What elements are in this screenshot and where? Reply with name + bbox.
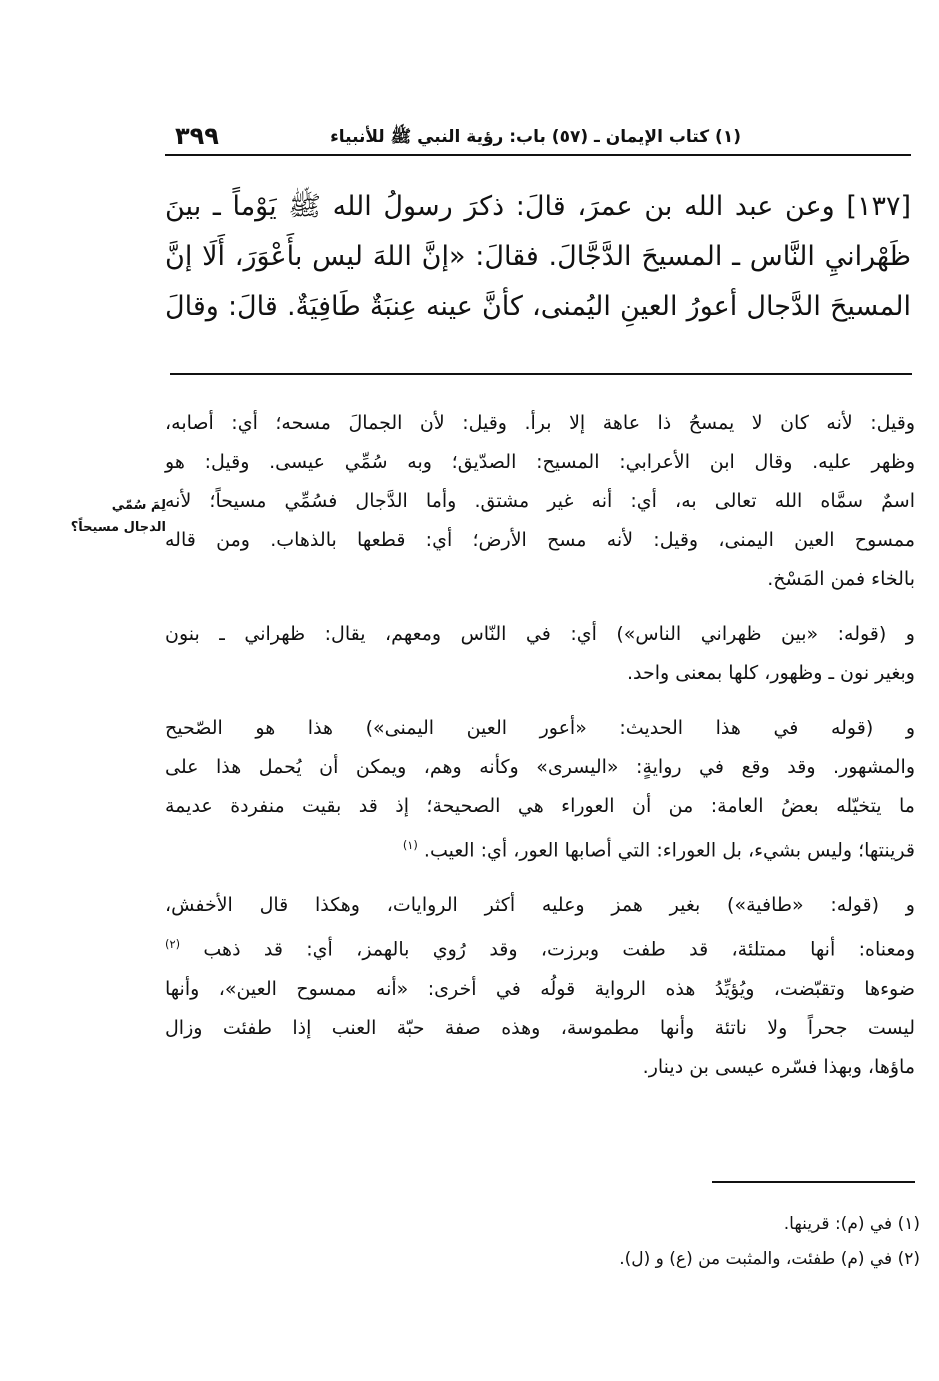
commentary-line: و (قوله في هذا الحديث: «أعور العين اليمنى») هذا هو الصّحيح [165,717,915,739]
margin-note [18,495,166,539]
commentary-line: ممسوح العين اليمنى، وقيل: لأنه مسح الأرض؛ أي: قطعها بالذهاب. ومن قاله [165,529,915,551]
commentary-paragraph [165,615,915,693]
commentary-line: ما يتخيّله بعضُ العامة: من أن العوراء هي الصحيحة؛ إذ قد بقيت منفردة عديمة [165,795,915,817]
footnote-ref[interactable]: (٢) [165,937,181,952]
commentary-line: وبغير نون ـ وظهور، كلها بمعنى واحد. [627,662,915,684]
commentary-line: ضوءها وتقبّضت، ويُؤيِّدُ هذه الرواية قولُه في أخرى: «أنه ممسوح العين»، وأنها [165,977,915,1000]
footnotes [300,1207,920,1277]
commentary-line [165,826,915,870]
commentary-line: اسمٌ سمَّاه الله تعالى به، أي: أنه غير مشتق. وأما الدَّجال فسُمِّي مسيحاً؛ لأنه [165,490,915,512]
commentary-line: و (قوله: «بين ظهراني الناس») أي: في النّاس ومعهم، يقال: ظهراني ـ بنون [165,623,915,645]
commentary-line-text: قرينتها؛ وليس بشيء، بل العوراء: التي أصابها العور، أي: العيب. [423,839,915,862]
hadith-line: المسيحَ الدَّجال أعورُ العينِ اليُمنى، كأنَّ عينه عِنبَةٌ طَافِيَةٌ. قالَ: وقالَ [165,291,911,322]
commentary-line: و (قوله: «طافية») بغير همز وعليه أكثر الروايات، وهكذا قال الأخفش، [165,894,915,917]
text-divider [170,373,912,375]
page-header [165,118,911,156]
commentary-line: ليست جحراً ولا ناتئة وأنها مطموسة، وهذه صفة حبّة العنب إذا طفئت وزال [165,1016,915,1039]
commentary-line: بالخاء فمن المَسْخ. [767,568,915,590]
hadith-line: ظَهْرانيِ النَّاس ـ المسيحَ الدَّجَّالَ. فقالَ: «إنَّ اللهَ ليس بأَعْوَرَ، أَلَا إنَّ [165,241,911,272]
hadith-text [165,182,911,332]
commentary-paragraph [165,404,915,599]
page-number: ٣٩٩ [175,122,219,150]
commentary-line: وقيل: لأنه كان لا يمسحُ ذا عاهة إلا برأ. وقيل: لأن الجمالَ مسحه؛ أي: أصابه، [165,412,915,434]
commentary-line-text: ومعناه: أنها ممتلئة، قد طفت وبرزت، وقد رُوي بالهمز، أي: قد ذهب [203,938,915,961]
commentary-line: والمشهور. وقد وقع في روايةٍ: «اليسرى» وكأنه وهم، ويمكن أن يُحمل هذا على [165,756,915,778]
footnote-divider [712,1181,915,1183]
commentary-line: ماؤها، وبهذا فسّره عيسى بن دينار. [642,1055,915,1078]
footnote: (١) في (م): قرينها. [783,1214,920,1234]
margin-note-line: الدجال مسيحاً؟ [70,520,166,535]
commentary [165,404,915,1103]
footnote-ref[interactable]: (١) [402,838,418,852]
margin-note-line: لِمَ سُمّي [111,498,166,513]
footnote: (٢) في (م) طفئت، والمثبت من (ع) و (ل). [619,1249,920,1269]
commentary-line: وظهر عليه. وقال ابن الأعرابي: المسيح: الصدّيق؛ وبه سُمِّي عيسى. وقيل: هو [165,451,915,473]
commentary-paragraph [165,709,915,870]
hadith-line: [١٣٧] وعن عبد الله بن عمرَ، قالَ: ذكرَ رسولُ الله ﷺ يَوْماً ـ بينَ [165,191,911,222]
commentary-line [165,925,915,969]
running-title: (١) كتاب الإيمان ـ (٥٧) باب: رؤية النبي ﷺ للأنبياء [330,127,741,147]
commentary-paragraph [165,886,915,1086]
